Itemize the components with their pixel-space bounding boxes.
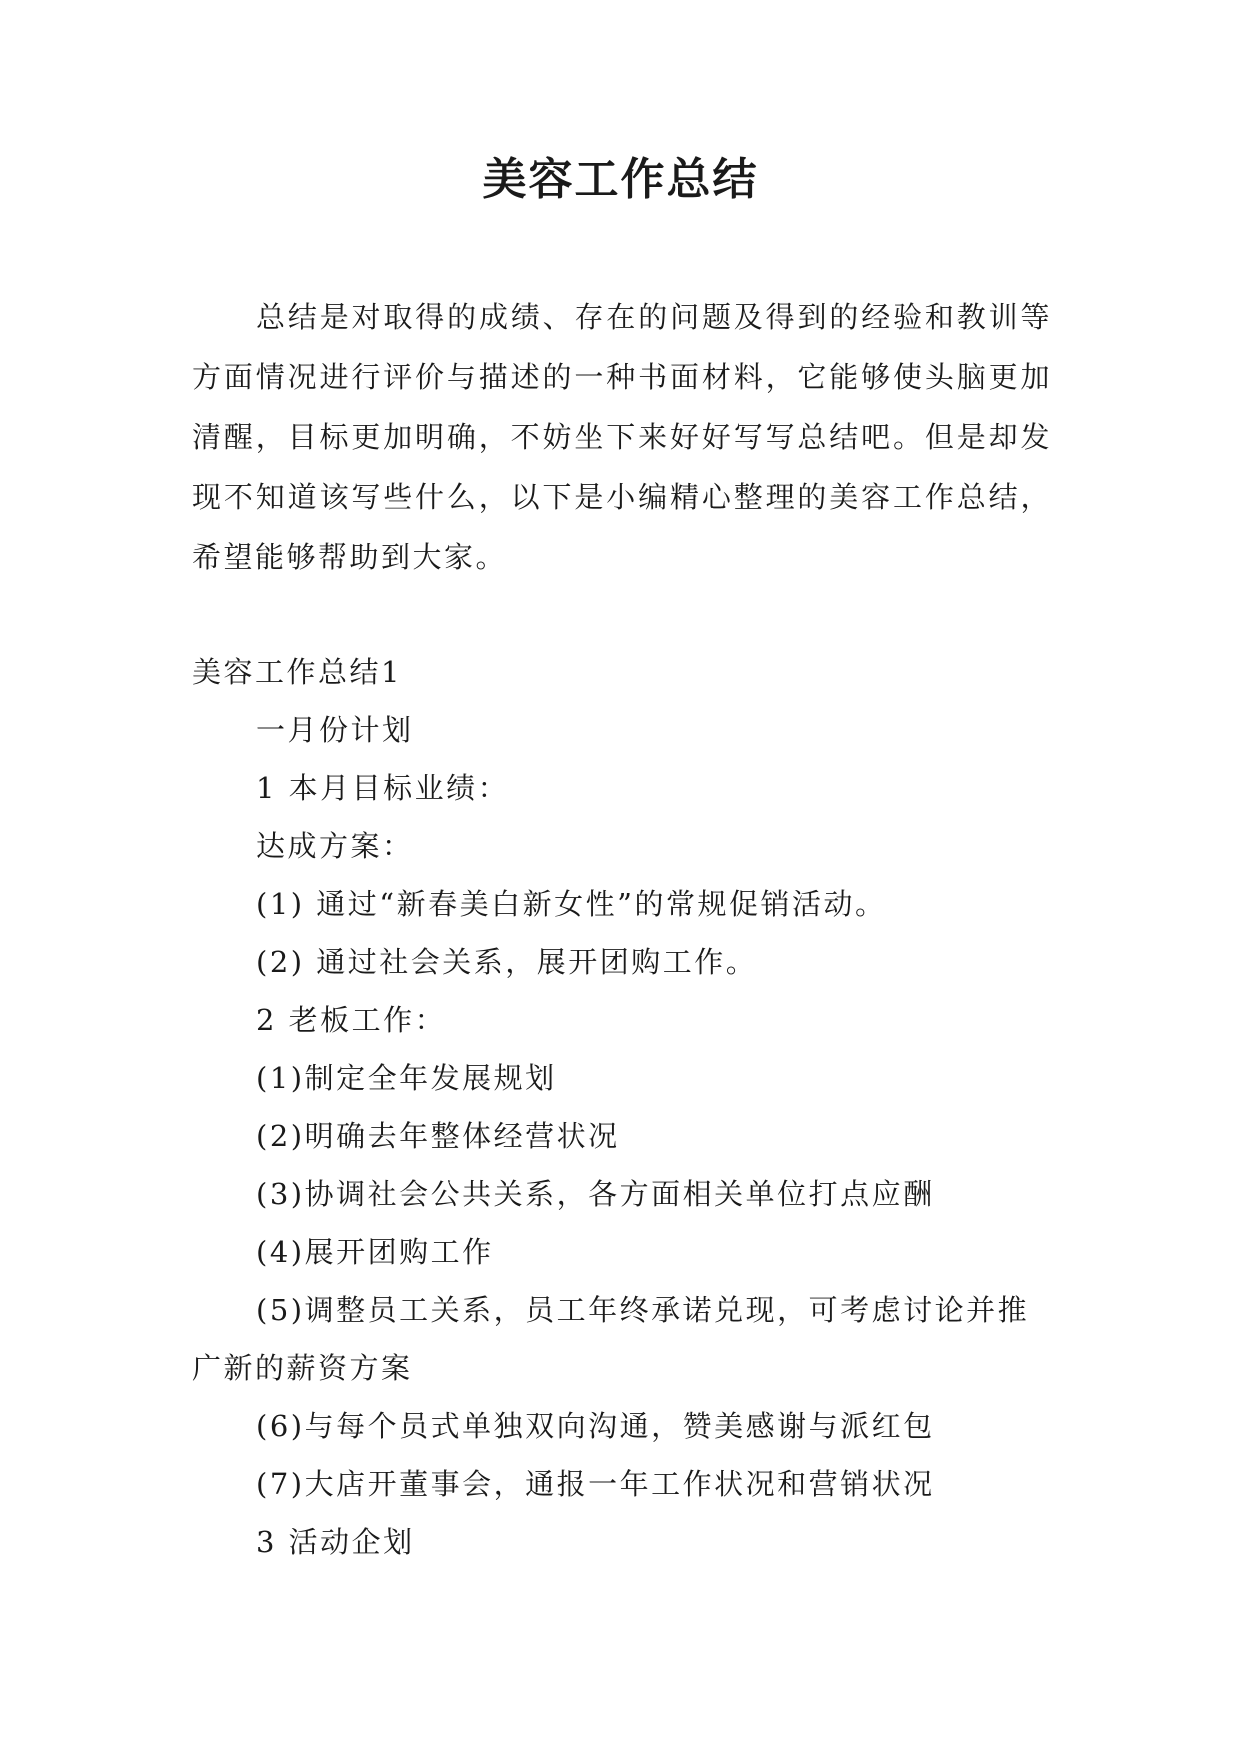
list-item: (1)制定全年发展规划 — [256, 1061, 557, 1095]
list-item: 达成方案： — [256, 829, 414, 863]
plan-heading: 一月份计划 — [256, 713, 414, 747]
list-item: (2)明确去年整体经营状况 — [256, 1119, 620, 1153]
list-item: (1) 通过“新春美白新女性”的常规促销活动。 — [256, 887, 887, 921]
document-body — [192, 643, 1052, 1571]
list-item: (3)协调社会公共关系，各方面相关单位打点应酬 — [256, 1177, 935, 1211]
list-item: 2 老板工作： — [256, 1003, 447, 1037]
list-item: 1 本月目标业绩： — [256, 771, 510, 805]
list-item: (6)与每个员式单独双向沟通，赞美感谢与派红包 — [256, 1409, 935, 1443]
list-item: (2) 通过社会关系，展开团购工作。 — [256, 945, 758, 979]
section-heading: 美容工作总结1 — [192, 655, 402, 689]
list-item: (4)展开团购工作 — [256, 1235, 494, 1269]
list-item: (5)调整员工关系，员工年终承诺兑现，可考虑讨论并推广新的薪资方案 — [192, 1293, 1030, 1385]
list-item: 3 活动企划 — [256, 1525, 415, 1559]
intro-paragraph: 总结是对取得的成绩、存在的问题及得到的经验和教训等方面情况进行评价与描述的一种书面材料，它能够使头脑更加清醒，目标更加明确，不妨坐下来好好写写总结吧。但是却发现不知道该写些什么，以下是小编精心整理的美容工作总结，希望能够帮助到大家。 — [192, 300, 1052, 574]
document-title: 美容工作总结 — [482, 154, 759, 205]
list-item: (7)大店开董事会，通报一年工作状况和营销状况 — [256, 1467, 935, 1501]
